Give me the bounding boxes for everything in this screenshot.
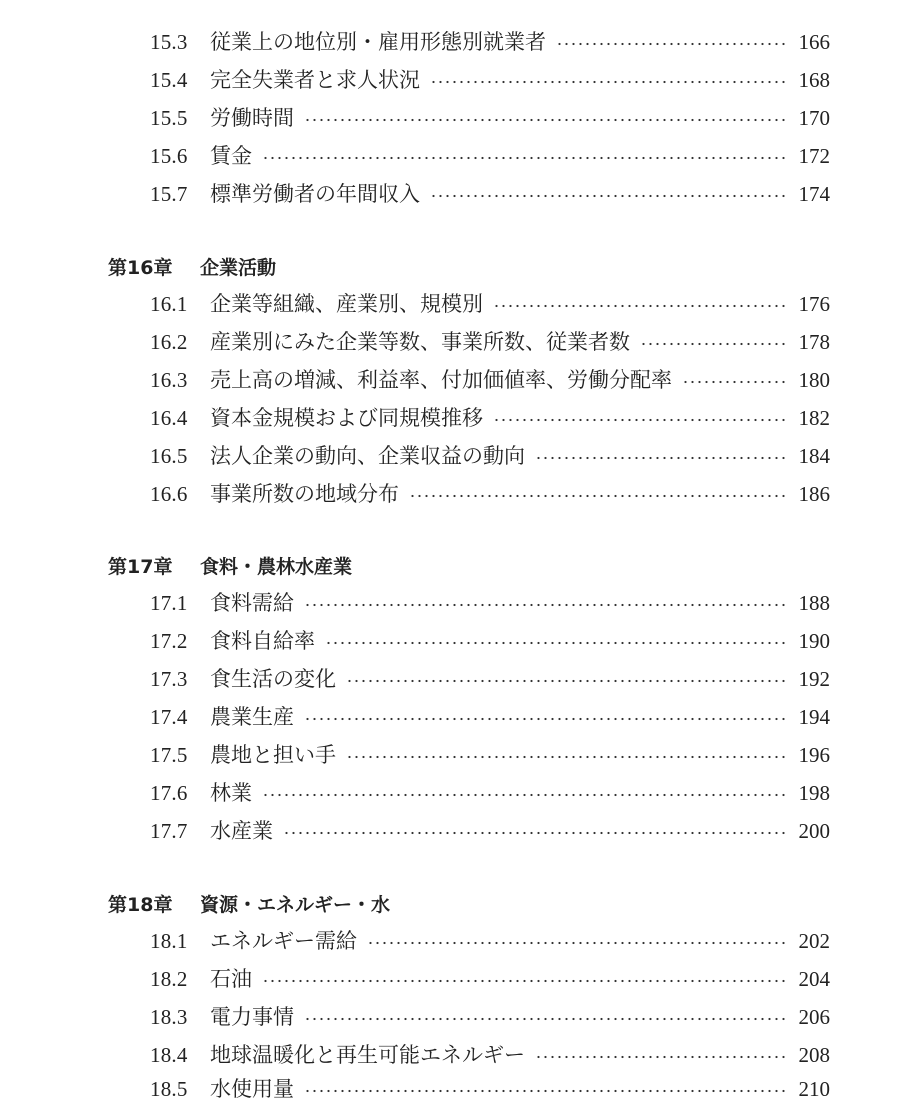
- dot-leader: [430, 194, 789, 198]
- dot-leader: [304, 1017, 789, 1021]
- chapter-title: 食料・農林水産業: [200, 556, 353, 578]
- entry-number: 16.5: [150, 444, 188, 468]
- chapter-label: 第18章: [108, 894, 173, 916]
- entry-page: 174: [798, 182, 830, 206]
- entry-title: 法人企業の動向、企業収益の動向: [210, 444, 525, 468]
- toc-entry[interactable]: [150, 365, 830, 395]
- entry-number: 17.2: [150, 629, 188, 653]
- entry-page: 192: [798, 667, 830, 691]
- chapter-heading[interactable]: [108, 890, 390, 920]
- entry-title: 標準労働者の年間収入: [210, 182, 420, 206]
- entry-title: 従業上の地位別・雇用形態別就業者: [210, 30, 546, 54]
- toc-entry[interactable]: [150, 702, 830, 732]
- dot-leader: [430, 80, 789, 84]
- dot-leader: [367, 941, 789, 945]
- entry-page: 182: [798, 406, 830, 430]
- entry-title: 石油: [210, 967, 252, 991]
- entry-number: 17.7: [150, 819, 188, 843]
- entry-page: 210: [798, 1077, 830, 1101]
- entry-page: 184: [798, 444, 830, 468]
- entry-number: 15.6: [150, 144, 188, 168]
- dot-leader: [325, 641, 789, 645]
- entry-number: 16.1: [150, 292, 188, 316]
- entry-page: 204: [798, 967, 830, 991]
- entry-title: 水産業: [210, 819, 273, 843]
- entry-page: 178: [798, 330, 830, 354]
- toc-entry[interactable]: [150, 1074, 830, 1104]
- chapter-title: 企業活動: [200, 257, 277, 279]
- entry-title: 労働時間: [210, 106, 294, 130]
- entry-number: 15.4: [150, 68, 188, 92]
- toc-entry[interactable]: [150, 179, 830, 209]
- toc-entry[interactable]: [150, 65, 830, 95]
- entry-page: 172: [798, 144, 830, 168]
- dot-leader: [493, 304, 789, 308]
- dot-leader: [682, 380, 789, 384]
- dot-leader: [535, 1055, 789, 1059]
- entry-title: 産業別にみた企業等数、事業所数、従業者数: [210, 330, 630, 354]
- entry-number: 15.7: [150, 182, 188, 206]
- entry-page: 194: [798, 705, 830, 729]
- dot-leader: [304, 1089, 789, 1093]
- entry-title: 賃金: [210, 144, 252, 168]
- entry-page: 202: [798, 929, 830, 953]
- dot-leader: [346, 755, 789, 759]
- entry-number: 17.3: [150, 667, 188, 691]
- chapter-heading[interactable]: [108, 253, 276, 283]
- entry-number: 18.5: [150, 1077, 188, 1101]
- dot-leader: [535, 456, 789, 460]
- toc-entry[interactable]: [150, 778, 830, 808]
- chapter-title: 資源・エネルギー・水: [200, 894, 391, 916]
- toc-entry[interactable]: [150, 626, 830, 656]
- entry-number: 17.1: [150, 591, 188, 615]
- entry-number: 17.4: [150, 705, 188, 729]
- toc-entry[interactable]: [150, 588, 830, 618]
- toc-entry[interactable]: [150, 27, 830, 57]
- entry-number: 17.6: [150, 781, 188, 805]
- entry-title: 電力事情: [210, 1005, 294, 1029]
- entry-number: 16.4: [150, 406, 188, 430]
- entry-title: 事業所数の地域分布: [210, 482, 399, 506]
- toc-entry[interactable]: [150, 926, 830, 956]
- entry-page: 200: [798, 819, 830, 843]
- dot-leader: [304, 717, 789, 721]
- toc-entry[interactable]: [150, 740, 830, 770]
- toc-entry[interactable]: [150, 479, 830, 509]
- toc-entry[interactable]: [150, 441, 830, 471]
- entry-number: 18.1: [150, 929, 188, 953]
- chapter-label: 第16章: [108, 257, 173, 279]
- entry-title: 水使用量: [210, 1077, 294, 1101]
- entry-page: 196: [798, 743, 830, 767]
- entry-page: 190: [798, 629, 830, 653]
- dot-leader: [283, 831, 789, 835]
- entry-title: 農業生産: [210, 705, 294, 729]
- entry-number: 15.3: [150, 30, 188, 54]
- entry-number: 18.3: [150, 1005, 188, 1029]
- entry-page: 188: [798, 591, 830, 615]
- entry-title: 完全失業者と求人状況: [210, 68, 420, 92]
- entry-page: 180: [798, 368, 830, 392]
- toc-entry[interactable]: [150, 816, 830, 846]
- entry-number: 15.5: [150, 106, 188, 130]
- entry-title: 食料自給率: [210, 629, 315, 653]
- toc-entry[interactable]: [150, 964, 830, 994]
- toc-entry[interactable]: [150, 1002, 830, 1032]
- entry-number: 16.2: [150, 330, 188, 354]
- entry-title: 地球温暖化と再生可能エネルギー: [210, 1043, 525, 1067]
- entry-number: 17.5: [150, 743, 188, 767]
- entry-page: 198: [798, 781, 830, 805]
- entry-page: 206: [798, 1005, 830, 1029]
- entry-number: 18.2: [150, 967, 188, 991]
- toc-entry[interactable]: [150, 403, 830, 433]
- chapter-heading[interactable]: [108, 552, 352, 582]
- toc-entry[interactable]: [150, 1040, 830, 1070]
- chapter-label: 第17章: [108, 556, 173, 578]
- dot-leader: [640, 342, 789, 346]
- entry-number: 16.3: [150, 368, 188, 392]
- entry-number: 18.4: [150, 1043, 188, 1067]
- entry-page: 176: [798, 292, 830, 316]
- dot-leader: [493, 418, 789, 422]
- dot-leader: [556, 42, 789, 46]
- dot-leader: [346, 679, 789, 683]
- entry-title: エネルギー需給: [210, 929, 357, 953]
- dot-leader: [409, 494, 789, 498]
- dot-leader: [262, 156, 789, 160]
- dot-leader: [262, 793, 789, 797]
- entry-page: 208: [798, 1043, 830, 1067]
- toc-entry[interactable]: [150, 664, 830, 694]
- entry-title: 林業: [210, 781, 252, 805]
- entry-page: 170: [798, 106, 830, 130]
- dot-leader: [304, 603, 789, 607]
- entry-number: 16.6: [150, 482, 188, 506]
- toc-entry[interactable]: [150, 141, 830, 171]
- entry-page: 168: [798, 68, 830, 92]
- toc-entry[interactable]: [150, 327, 830, 357]
- dot-leader: [304, 118, 789, 122]
- toc-entry[interactable]: [150, 289, 830, 319]
- entry-title: 食生活の変化: [210, 667, 336, 691]
- entry-title: 売上高の増減、利益率、付加価値率、労働分配率: [210, 368, 672, 392]
- toc-entry[interactable]: [150, 103, 830, 133]
- entry-page: 186: [798, 482, 830, 506]
- entry-title: 食料需給: [210, 591, 294, 615]
- dot-leader: [262, 979, 789, 983]
- entry-page: 166: [798, 30, 830, 54]
- entry-title: 企業等組織、産業別、規模別: [210, 292, 483, 316]
- entry-title: 資本金規模および同規模推移: [210, 406, 483, 430]
- entry-title: 農地と担い手: [210, 743, 336, 767]
